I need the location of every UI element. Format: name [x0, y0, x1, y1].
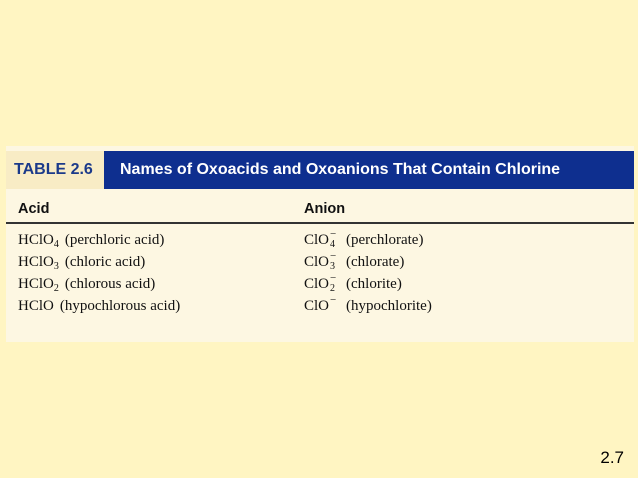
table-row: [6, 296, 634, 318]
anion-name: (chlorate): [346, 254, 405, 270]
table-row: [6, 230, 634, 252]
header-divider: [6, 222, 634, 224]
acid-cell: [18, 296, 180, 321]
anion-cell: [304, 230, 423, 250]
anion-name: (chlorite): [346, 276, 402, 292]
ion-charge: −: [330, 228, 337, 240]
anion-formula: ClO − 4: [304, 230, 340, 250]
acid-name: (chloric acid): [64, 254, 146, 270]
ion-charge: −: [330, 250, 337, 262]
table-row: [6, 252, 634, 274]
anion-formula: ClO − 3: [304, 252, 340, 272]
anion-formula: ClO − 2: [304, 274, 340, 294]
formula-subscript: 3: [330, 261, 336, 272]
anion-formula: ClO −: [304, 296, 340, 316]
anion-name: (hypochlorite): [346, 298, 432, 314]
table-title: Names of Oxoacids and Oxoanions That Contain Chlorine: [104, 151, 634, 189]
column-header-acid: Acid: [18, 201, 50, 217]
acid-name: (hypochlorous acid): [59, 298, 181, 314]
formula-subscript: 3: [53, 261, 59, 272]
anion-cell: [304, 296, 432, 316]
column-header-anion: Anion: [304, 201, 346, 217]
formula-subscript: 2: [330, 283, 336, 294]
ion-charge: −: [330, 294, 337, 306]
acid-formula: HClO$_4$: [18, 232, 59, 250]
slide-number: 2.7: [600, 448, 624, 467]
anion-cell: [304, 274, 402, 294]
acid-formula: HClO$_2$: [18, 276, 59, 294]
acid-name: (chlorous acid): [64, 276, 156, 292]
formula-subscript: 2: [53, 283, 59, 294]
anion-name: (perchlorate): [346, 232, 424, 248]
acid-formula: HClO$_3$: [18, 254, 59, 272]
acid-name: (perchloric acid): [64, 232, 165, 248]
formula-subscript: 4: [53, 239, 59, 250]
table-label: TABLE 2.6: [6, 151, 104, 189]
anion-cell: [304, 252, 404, 272]
oxoacid-table: [6, 146, 634, 342]
ion-charge: −: [330, 272, 337, 284]
acid-formula: HClO: [18, 298, 54, 314]
table-row: [6, 274, 634, 296]
table-title-bar: [6, 151, 634, 189]
table-body: [6, 230, 634, 318]
formula-subscript: 4: [330, 239, 336, 250]
